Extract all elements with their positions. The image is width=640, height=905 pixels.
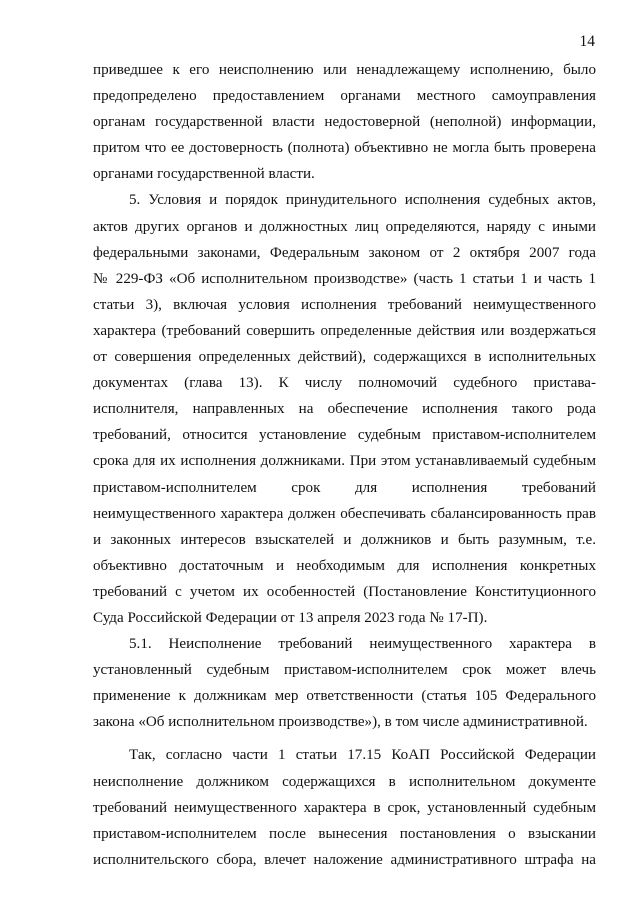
text-line: исполнительского сбора, влечет наложение административного штрафа на bbox=[93, 851, 596, 868]
text-line: 5. Условия и порядок принудительного исполнения судебных актов, bbox=[129, 192, 596, 209]
text-line: установленный судебным приставом-исполнителем срок может влечь bbox=[93, 662, 596, 679]
text-line: документах (глава 13). К числу полномочий судебного пристава- bbox=[93, 375, 596, 392]
text-line: притом что ее достоверность (полнота) объективно не могла быть проверена bbox=[93, 140, 596, 157]
text-line: приставом-исполнителем после вынесения постановления о взыскании bbox=[93, 825, 596, 842]
text-line: 5.1. Неисполнение требований неимущественного характера в bbox=[129, 636, 596, 653]
text-line: требований, относится установление судебным приставом-исполнителем bbox=[93, 427, 596, 444]
text-line: статьи 3), включая условия исполнения требований неимущественного bbox=[93, 296, 596, 313]
text-line: и законных интересов взыскателей и должников и быть разумным, т.е. bbox=[93, 531, 596, 548]
text-line: приведшее к его неисполнению или ненадлежащему исполнению, было bbox=[93, 62, 596, 78]
body-text bbox=[93, 57, 596, 873]
text-line: органам государственной власти недостоверной (неполной) информации, bbox=[93, 114, 596, 131]
text-line: № 229-ФЗ «Об исполнительном производстве» (часть 1 статьи 1 и часть 1 bbox=[93, 270, 596, 287]
page-number: 14 bbox=[579, 33, 595, 50]
text-line: требований с учетом их особенностей (Постановление Конституционного bbox=[93, 583, 596, 600]
text-line: предопределено предоставлением органами местного самоуправления bbox=[93, 88, 596, 105]
text-line: применение к должникам мер ответственности (статья 105 Федерального bbox=[93, 688, 596, 705]
text-line: исполнителя, направленных на обеспечение исполнения такого рода bbox=[93, 401, 596, 418]
text-line: Так, согласно части 1 статьи 17.15 КоАП Российской Федерации bbox=[129, 747, 596, 764]
text-line: требований неимущественного характера в срок, установленный судебным bbox=[93, 799, 596, 816]
text-line: актов других органов и должностных лиц определяются, наряду с иными bbox=[93, 218, 596, 235]
text-line: закона «Об исполнительном производстве»), в том числе административной. bbox=[93, 714, 588, 731]
text-line: неисполнение должником содержащихся в исполнительном документе bbox=[93, 773, 596, 790]
text-line: Суда Российской Федерации от 13 апреля 2023 года № 17-П). bbox=[93, 609, 488, 626]
text-line: от совершения определенных действий), содержащихся в исполнительных bbox=[93, 349, 596, 366]
text-line: срока для их исполнения должниками. При этом устанавливаемый судебным bbox=[93, 453, 596, 470]
text-line: характера (требований совершить определенные действия или воздержаться bbox=[93, 322, 596, 339]
text-line: неимущественного характера должен обеспечивать сбалансированность прав bbox=[93, 505, 596, 522]
paragraph-gap bbox=[93, 735, 596, 742]
text-line: органами государственной власти. bbox=[93, 166, 315, 183]
text-line: приставом-исполнителем срок для исполнения требований bbox=[93, 479, 596, 496]
text-line: федеральными законами, Федеральным законом от 2 октября 2007 года bbox=[93, 244, 596, 261]
text-line: объективно достаточным и необходимым для исполнения конкретных bbox=[93, 557, 596, 574]
